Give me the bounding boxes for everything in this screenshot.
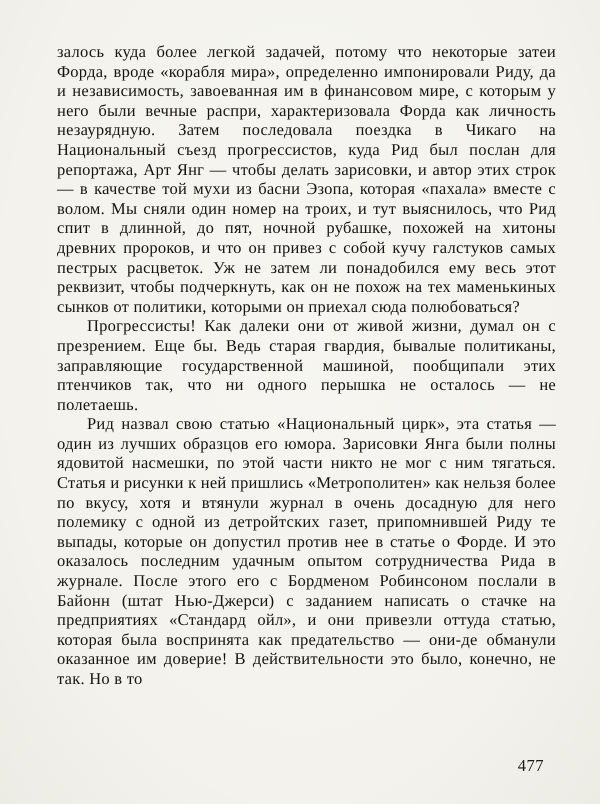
paragraph: Рид назвал свою статью «Национальный цирк», эта статья — один из лучших образцов его юмора. Зарисовки Янга были полны ядовитой насмешки, по этой части никто не мог с ним тягаться. Статья и рисунки к ней пришлись «Метрополитен» как нельзя более по вкусу, хотя и втянули журнал в очень досадную для него полемику с одной из детройтских газет, припомнившей Риду те выпады, которые он допустил против нее в статье о Форде. И это оказалось последним удачным опытом сотрудничества Рида в журнале. После этого его с Бордменом Робинсоном послали в Байонн (штат Нью-Джерси) с заданием написать о стачке на предприятиях «Стандард ойл», и они привезли оттуда статью, которая была воспринята как предательство — они-де обманули оказанное им доверие! В действительности это было, конечно, не так. Но в то xyxy=(57,414,556,688)
page-number: 477 xyxy=(517,756,544,775)
paragraph: Прогрессисты! Как далеки они от живой жизни, думал он с презрением. Еще бы. Ведь старая гвардия, бывалые политиканы, заправляющие государственной машиной, пообщипали этих птенчиков так, что ни одного перышка не осталось — не полетаешь. xyxy=(57,316,556,414)
text-block xyxy=(57,42,556,689)
paragraph-continuation: залось куда более легкой задачей, потому что некоторые затеи Форда, вроде «корабля мира», определенно импонировали Риду, да и независимость, завоеванная им в финансовом мире, с которым у него были вечные распри, характеризовала Форда как личность незаурядную. Затем последовала поездка в Чикаго на Национальный съезд прогрессистов, куда Рид был послан для репортажа, Арт Янг — чтобы делать зарисовки, и автор этих строк — в качестве той мухи из басни Эзопа, которая «пахала» вместе с волом. Мы сняли один номер на троих, и тут выяснилось, что Рид спит в длинной, до пят, ночной рубашке, похожей на хитоны древних пророков, и что он привез с собой кучу галстуков самых пестрых расцветок. Уж не затем ли понадобился ему весь этот реквизит, чтобы подчеркнуть, как он не похож на тех маменькиных сынков от политики, которыми он приехал сюда полюбоваться? xyxy=(57,42,556,316)
